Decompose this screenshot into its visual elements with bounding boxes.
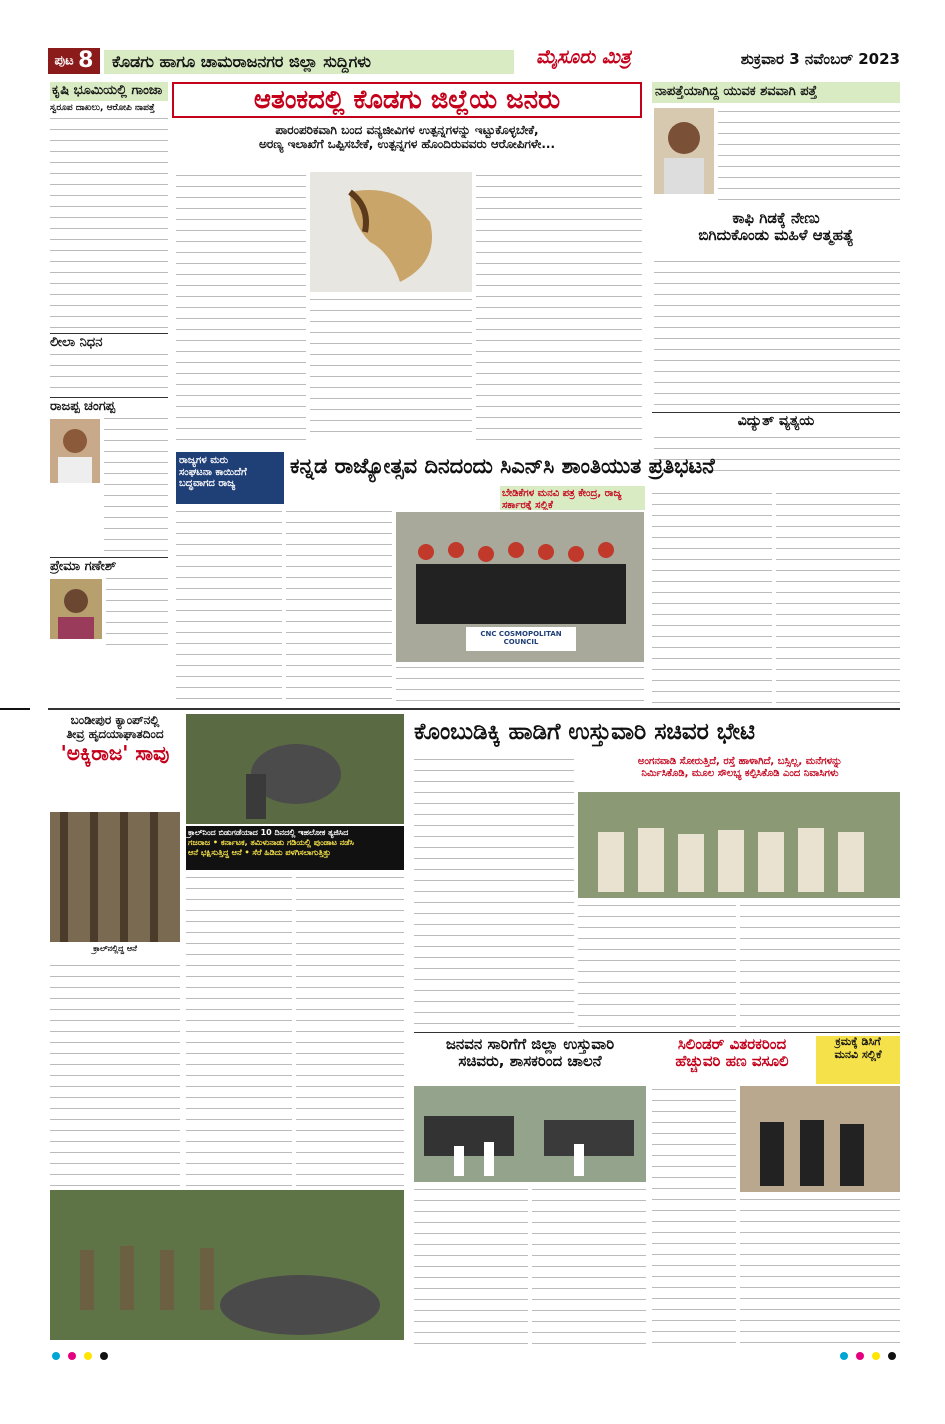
cnc-deck-box bbox=[500, 486, 645, 510]
power-cut-box bbox=[652, 412, 900, 432]
minister-headline-box bbox=[414, 714, 900, 752]
obituary-photo-prema bbox=[50, 579, 102, 639]
lead-body-col1 bbox=[176, 172, 306, 442]
minister-headline: ಕೊಂಬುಡಿಕ್ಕಿ ಹಾಡಿಗೆ ಉಸ್ತುವಾರಿ ಸಚಿವರ ಭೇಟಿ bbox=[414, 719, 756, 745]
rajappa-body bbox=[104, 415, 168, 555]
cylinder-body-col3 bbox=[652, 1218, 736, 1346]
cnc-deck: ಬೇಡಿಕೆಗಳ ಮನವಿ ಪತ್ರ ಕೇಂದ್ರ, ರಾಜ್ಯ ಸರ್ಕಾರಕ್ಕೆ ಸಲ್ಲಿಕೆ bbox=[502, 488, 622, 510]
minister-deck bbox=[580, 756, 900, 788]
obituary-photo-rajappa bbox=[50, 419, 100, 483]
cylinder-body-col1 bbox=[652, 1086, 736, 1214]
suicide-headline-line1: ಕಾಫಿ ಗಿಡಕ್ಕೆ ನೇಣು bbox=[732, 210, 820, 227]
cnc-headline-box bbox=[290, 454, 900, 484]
print-registration-marks bbox=[48, 1348, 900, 1364]
akkiraja-line1: ಬಂಡೀಪುರ ಕ್ಯಾಂಪ್‌ನಲ್ಲಿ bbox=[70, 714, 160, 727]
section-divider bbox=[48, 708, 900, 710]
protest-photo bbox=[396, 512, 644, 662]
fold-mark bbox=[0, 708, 30, 710]
cylinder-body-col2 bbox=[740, 1196, 900, 1346]
missing-youth-body bbox=[718, 108, 900, 208]
state-reorg-line1: ರಾಜ್ಯಗಳ ಮರು bbox=[179, 455, 229, 466]
cnc-body-col4 bbox=[652, 490, 772, 704]
minister-visit-photo bbox=[578, 792, 900, 898]
cylinder-side-line2: ಮನವಿ ಸಲ್ಲಿಕೆ bbox=[834, 1047, 882, 1061]
cnc-body-col5 bbox=[776, 490, 900, 704]
akkiraja-body-col2 bbox=[186, 874, 292, 1186]
section-title: ಕೊಡಗು ಹಾಗೂ ಚಾಮರಾಜನಗರ ಜಿಲ್ಲಾ ಸುದ್ದಿಗಳು bbox=[104, 50, 514, 74]
suicide-headline-line2: ಬಿಗಿದುಕೊಂಡು ಮಹಿಳೆ ಆತ್ಮಹತ್ಯೆ bbox=[698, 226, 854, 245]
bus-headline-line1: ಜನವನ ಸಾರಿಗೆಗೆ ಜಿಲ್ಲಾ ಉಸ್ತುವಾರಿ bbox=[445, 1036, 615, 1053]
akkiraja-line3: 'ಅಕ್ಕಿರಾಜ' ಸಾವು bbox=[60, 740, 170, 765]
left-column bbox=[50, 82, 168, 702]
kraal-caption: ಕ್ರಾಲ್‌ನಲ್ಲಿದ್ದ ಆನೆ bbox=[93, 944, 137, 953]
page-label: ಪುಟ bbox=[54, 53, 74, 69]
elephant-forest-photo bbox=[186, 714, 404, 824]
masthead-logo: ಮೈಸೂರು ಮಿತ್ರ bbox=[536, 46, 631, 68]
page-number-box bbox=[48, 48, 100, 74]
elephant-kraal-photo bbox=[50, 812, 180, 942]
leela-body bbox=[50, 351, 168, 397]
cnc-body-col1 bbox=[176, 508, 282, 704]
minister-body-col3 bbox=[740, 902, 900, 1030]
akkiraja-line2: ತೀವ್ರ ಹೃದಯಾಘಾತದಿಂದ bbox=[66, 726, 164, 741]
page-number: 8 bbox=[78, 48, 94, 73]
youth-photo bbox=[654, 108, 714, 194]
suicide-body bbox=[654, 258, 900, 408]
akkiraja-body-col1 bbox=[50, 962, 180, 1186]
state-reorg-line3: ಬದ್ಧವಾಗದ ರಾಜ್ಯ bbox=[179, 478, 236, 489]
missing-youth-box bbox=[652, 82, 900, 104]
state-reorg-line2: ಸಂಘಟನಾ ಕಾಯಿದೆಗೆ bbox=[179, 466, 247, 478]
cnc-body-col3 bbox=[396, 664, 644, 704]
akkiraja-summary-box bbox=[186, 826, 404, 870]
cnc-banner-text: CNC COSMOPOLITAN COUNCIL bbox=[480, 630, 562, 646]
lead-body-col2 bbox=[310, 296, 472, 442]
lead-deck bbox=[172, 124, 642, 168]
lower-divider bbox=[414, 1032, 900, 1033]
minister-body-col2 bbox=[578, 902, 736, 1030]
akkiraja-body-col3 bbox=[296, 874, 404, 1186]
bus-headline-box bbox=[414, 1036, 646, 1084]
akkiraja-headline-box bbox=[50, 714, 180, 810]
rajappa-headline: ರಾಜಪ್ಪ ಚಂಗಪ್ಪ bbox=[50, 397, 168, 415]
cylinder-headline-box bbox=[652, 1036, 812, 1084]
prema-headline: ಪ್ರೇಮಾ ಗಣೇಶ್ bbox=[50, 557, 168, 575]
power-cut-headline: ವಿದ್ಯುತ್ ವ್ಯತ್ಯಯ bbox=[737, 413, 815, 429]
ganja-subhead: ಸ್ವರೂಪ ದಾಖಲು, ಆರೋಪಿ ನಾಪತ್ತೆ bbox=[50, 102, 155, 113]
bus-body-col2 bbox=[532, 1186, 646, 1346]
dead-elephant-photo bbox=[50, 1190, 404, 1340]
ganja-headline: ಕೃಷಿ ಭೂಮಿಯಲ್ಲಿ ಗಾಂಜಾ bbox=[50, 82, 168, 101]
state-reorg-label bbox=[176, 452, 284, 504]
issue-date: ಶುಕ್ರವಾರ 3 ನವೆಂಬರ್ 2023 bbox=[740, 50, 900, 68]
lead-deck-line2: ಅರಣ್ಯ ಇಲಾಖೆಗೆ ಒಪ್ಪಿಸಬೇಕೆ, ಉತ್ಪನ್ನಗಳ ಹೊಂದಿರುವವರು ಆರೋಪಿಗಳೇ... bbox=[258, 136, 556, 151]
minister-body-col1 bbox=[414, 756, 574, 1030]
cylinder-side-box bbox=[816, 1036, 900, 1084]
cnc-body-col2 bbox=[286, 508, 392, 704]
missing-youth-headline: ನಾಪತ್ತೆಯಾಗಿದ್ದ ಯುವಕ ಶವವಾಗಿ ಪತ್ತೆ bbox=[652, 82, 900, 103]
lead-deck-line1: ಪಾರಂಪರಿಕವಾಗಿ ಬಂದ ವನ್ಯಜೀವಿಗಳ ಉತ್ಪನ್ನಗಳನ್ನು ಇಟ್ಟುಕೊಳ್ಳಬೇಕೆ, bbox=[275, 124, 539, 137]
cnc-headline: ಕನ್ನಡ ರಾಜ್ಯೋತ್ಸವ ದಿನದಂದು ಸಿಎನ್‌ಸಿ ಶಾಂತಿಯುತ ಪ್ರತಿಭಟನೆ bbox=[290, 454, 715, 478]
bus-body-col1 bbox=[414, 1186, 528, 1346]
suicide-headline-box bbox=[652, 210, 900, 254]
bus-headline-line2: ಸಚಿವರು, ಶಾಸಕರಿಂದ ಚಾಲನೆ bbox=[458, 1052, 602, 1071]
leela-headline: ಲೀಲಾ ನಿಧನ bbox=[50, 333, 168, 351]
ganja-body bbox=[50, 115, 168, 329]
cylinder-headline-line2: ಹೆಚ್ಚುವರಿ ಹಣ ವಸೂಲಿ bbox=[675, 1052, 789, 1071]
cylinder-memo-photo bbox=[740, 1086, 900, 1192]
lead-body-col3 bbox=[476, 172, 642, 442]
minister-deck-line1: ಅಂಗನವಾಡಿ ಸೋರುತ್ತಿದೆ, ರಸ್ತೆ ಹಾಳಾಗಿದೆ, ಬಸ್ಸಿಲ್ಲ, ಮನೆಗಳನ್ನು bbox=[637, 756, 843, 767]
akkiraja-summary-2: ಗಜರಾಜ • ಕರ್ನಾಟಕ, ತಮಿಳುನಾಡು ಗಡಿಯಲ್ಲಿ ಪುಂಡಾಟ ನಡೆಸಿ bbox=[188, 838, 354, 847]
minister-deck-line2: ನಿರ್ಮಿಸಿಕೊಡಿ, ಮೂಲ ಸೌಲಭ್ಯ ಕಲ್ಪಿಸಿಕೊಡಿ ಎಂದ ನಿವಾಸಿಗಳು bbox=[641, 767, 839, 779]
lead-headline: ಆತಂಕದಲ್ಲಿ ಕೊಡಗು ಜಿಲ್ಲೆಯ ಜನರು bbox=[172, 82, 642, 118]
akkiraja-summary-1: ಕ್ರಾಲ್‌ನಿಂದ ಬಿಡುಗಡೆಯಾದ 10 ದಿನದಲ್ಲಿ ಇಹಲೋಕ ತ್ಯಜಿಸಿದ bbox=[188, 828, 349, 837]
cylinder-side-line1: ಕ್ರಮಕ್ಕೆ ಡಿಸಿಗೆ bbox=[835, 1036, 881, 1048]
bus-launch-photo bbox=[414, 1086, 646, 1182]
lead-headline-box bbox=[172, 82, 642, 118]
prema-body bbox=[106, 575, 168, 655]
page-header bbox=[48, 46, 900, 78]
cylinder-headline-line1: ಸಿಲಿಂಡರ್ ವಿತರಕರಿಂದ bbox=[677, 1036, 787, 1053]
akkiraja-summary-3: ಆನೆ ಭಕ್ಷಿಸುತ್ತಿದ್ದ ಆನೆ • ಸೆರೆ ಹಿಡಿದು ಪಳಗಿಸಲಾಗುತ್ತಿತ್ತು bbox=[188, 848, 331, 857]
tiger-claw-photo bbox=[310, 172, 472, 292]
